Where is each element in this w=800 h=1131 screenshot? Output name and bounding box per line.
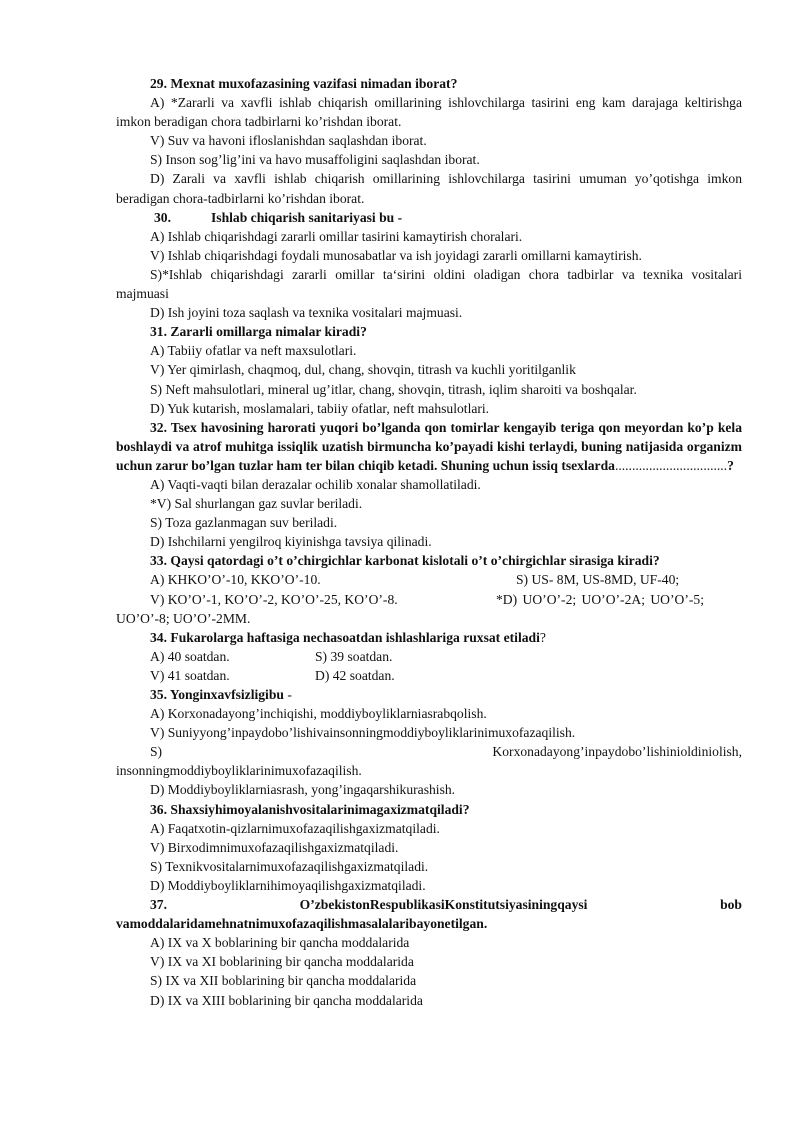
question-33-option-d-cont: UO’O’-8; UO’O’-2MM.	[116, 610, 251, 626]
question-32-option-a: A) Vaqti-vaqti bilan derazalar ochilib xonalar shamollatiladi.	[150, 476, 481, 492]
question-35-text: 35. Yonginxavfsizligibu	[150, 687, 284, 702]
question-33-option-s: S) US- 8M, US-8MD, UF-40;	[516, 572, 680, 588]
question-37-option-v: V) IX va XI boblarining bir qancha moddalarida	[150, 954, 414, 970]
question-33-option-a: A) KHKO’O’-10, KKO’O’-10.	[150, 572, 321, 588]
question-34-row-2	[116, 666, 742, 685]
question-34-option-a: A) 40 soatdan.	[150, 648, 230, 664]
question-35-option-a: A) Korxonadayong’inchiqishi, moddiyboyliklarniasrabqolish.	[150, 706, 487, 722]
question-32-option-d: D) Ishchilarni yengilroq kiyinishga tavsiya qilinadi.	[150, 534, 432, 550]
question-32-qmark: ?	[727, 457, 734, 473]
question-30-option-v: V) Ishlab chiqarishdagi foydali munosabatlar va ish joyidagi zararli omillarni kamaytirish.	[150, 247, 642, 263]
question-37-option-a: A) IX va X boblarining bir qancha moddalarida	[150, 935, 410, 951]
question-30-option-s: S)*Ishlab chiqarishdagi zararli omillar ta‘sirini oldini oladigan chora tadbirlar va texnika vositalari majmuasi	[116, 266, 742, 302]
question-36-option-a: A) Faqatxotin-qizlarnimuxofazaqilishgaxizmatqiladi.	[150, 820, 440, 836]
question-30-option-d: D) Ish joyini toza saqlash va texnika vositalari majmuasi.	[150, 305, 463, 321]
question-29-option-s: S) Inson sog’lig’ini va havo musaffoligini saqlashdan iborat.	[150, 152, 480, 168]
question-35-option-v: V) Suniyyong’inpaydobo’lishivainsonningmoddiyboyliklarinimuxofazaqilish.	[150, 725, 576, 741]
question-30-text: Ishlab chiqarish sanitariyasi bu -	[211, 209, 403, 225]
question-37-title-cont: vamoddalaridamehnatnimuxofazaqilishmasalalaribayonetilgan.	[116, 916, 488, 932]
question-36-option-d: D) Moddiyboyliklarnihimoyaqilishgaxizmatqiladi.	[150, 877, 426, 893]
question-34-text: 34. Fukarolarga haftasiga nechasoatdan ishlashlariga ruxsat etiladi	[150, 629, 540, 645]
question-29-option-v: V) Suv va havoni ifloslanishdan saqlashdan iborat.	[150, 133, 427, 149]
question-34-row-1	[116, 647, 742, 666]
question-32-title	[116, 418, 742, 475]
question-37-option-d: D) IX va XIII boblarining bir qancha moddalarida	[150, 992, 423, 1008]
question-35-option-d: D) Moddiyboyliklarniasrash, yong’ingaqarshikurashish.	[150, 782, 456, 798]
question-36-option-v: V) Birxodimnimuxofazaqilishgaxizmatqiladi.	[150, 839, 399, 855]
question-37-text: O’zbekistonRespublikasiKonstitutsiyasiningqaysi	[299, 897, 588, 913]
question-37-text-end: bob	[720, 897, 742, 913]
question-31-option-s: S) Neft mahsulotlari, mineral ug’itlar, chang, shovqin, titrash, iqlim sharoiti va boshqalar.	[150, 381, 637, 397]
question-33-option-v: V) KO’O’-1, KO’O’-2, KO’O’-25, KO’O’-8.	[150, 591, 398, 607]
question-37-title	[116, 895, 742, 914]
question-30-title	[116, 208, 742, 227]
question-35-option-s-label: S)	[150, 744, 163, 760]
question-35-option-s	[116, 742, 742, 761]
question-37-number: 37.	[150, 897, 167, 913]
question-33-title: 33. Qaysi qatordagi o’t o’chirgichlar karbonat kislotali o’t o’chirgichlar sirasiga kiradi?	[150, 553, 660, 569]
question-31-title: 31. Zararli omillarga nimalar kiradi?	[150, 324, 367, 340]
question-35-title	[116, 685, 742, 704]
question-29-title: 29. Mexnat muxofazasining vazifasi nimadan iborat?	[150, 76, 458, 91]
question-29-option-d: D) Zarali va xavfli ishlab chiqarish omillarining ishlovchilarga tasirini umuman yo’qotishga imkon beradigan chora-tadbirlarni ko’rishdan iborat.	[116, 171, 742, 206]
question-30-number: 30.	[154, 209, 171, 225]
question-30-option-a: A) Ishlab chiqarishdagi zararli omillar tasirini kamaytirish choralari.	[150, 228, 523, 244]
question-34-option-d: D) 42 soatdan.	[315, 667, 395, 683]
question-37-option-s: S) IX va XII boblarining bir qancha moddalarida	[150, 973, 417, 989]
question-36-title: 36. Shaxsiyhimoyalanishvositalarinimagaxizmatqiladi?	[150, 801, 470, 817]
question-33-row-1	[116, 570, 742, 589]
question-35-option-s-cont: insonningmoddiyboyliklarinimuxofazaqilish.	[116, 763, 362, 779]
question-35-dash: -	[283, 687, 292, 702]
question-32-text: 32. Tsex havosining harorati yuqori bo’lganda qon tomirlar kengayib teriga qon meyordan ko’p kela boshlaydi va atrof muhitga issiqlik uzatish birmuncha ko’payadi kishi terlaydi, buning natijasida organizm uchun zarur bo’lgan tuzlar ham ter bilan chiqib ketadi. Shuning uchun issiq tsexlarda	[116, 419, 742, 473]
question-35-option-s-text: Korxonadayong’inpaydobo’lishinioldiniolish,	[492, 744, 742, 760]
question-29-option-a: A) *Zararli va xavfli ishlab chiqarish omillarining ishlovchilarga tasirini eng kam darajaga keltirishga imkon beradigan chora tadbirlarni ko’rishdan iborat.	[116, 95, 742, 130]
document-page	[116, 74, 742, 1010]
question-32-option-s: S) Toza gazlanmagan suv beriladi.	[150, 515, 338, 531]
question-33-row-2	[116, 590, 742, 609]
question-32-option-v: *V) Sal shurlangan gaz suvlar beriladi.	[150, 496, 363, 512]
question-31-option-a: A) Tabiiy ofatlar va neft maxsulotlari.	[150, 343, 357, 359]
question-33-option-d: *D) UO’O’-2; UO’O’-2A; UO’O’-5;	[496, 591, 704, 607]
question-34-option-v: V) 41 soatdan.	[150, 667, 230, 683]
question-31-option-d: D) Yuk kutarish, moslamalari, tabiiy ofatlar, neft mahsulotlari.	[150, 400, 490, 416]
question-36-option-s: S) Texnikvositalarnimuxofazaqilishgaxizmatqiladi.	[150, 858, 429, 874]
question-32-blank: .................................	[614, 457, 728, 473]
question-34-title	[116, 628, 742, 647]
question-34-qmark: ?	[539, 629, 546, 645]
question-34-option-s: S) 39 soatdan.	[315, 648, 393, 664]
question-31-option-v: V) Yer qimirlash, chaqmoq, dul, chang, shovqin, titrash va kuchli yoritilganlik	[150, 362, 576, 378]
